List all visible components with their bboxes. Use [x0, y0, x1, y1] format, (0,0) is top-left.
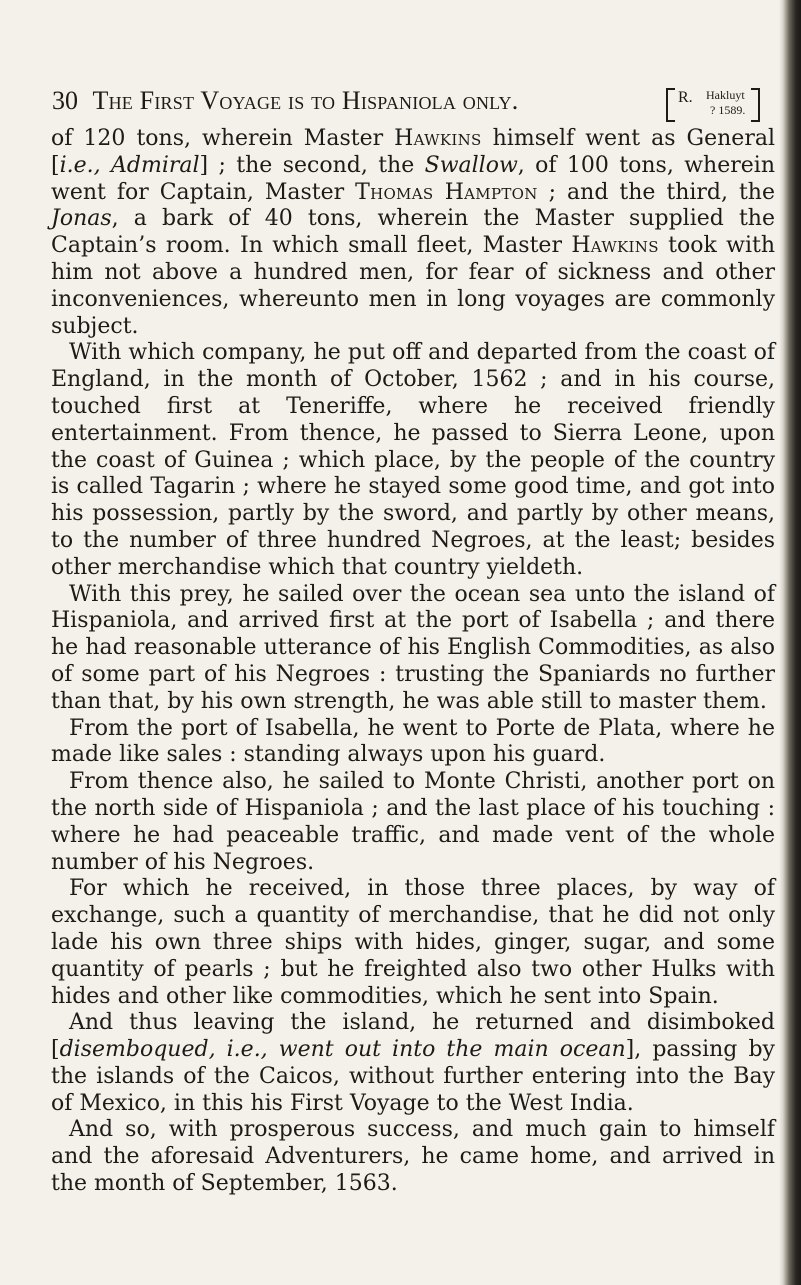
paragraph-4: From the port of Isabella, he went to Porte de Plata, where he made like sales : standing always upon his guard.	[51, 715, 775, 768]
source-year: 1589.	[718, 103, 746, 117]
name-hawkins-2: Hawkins	[571, 233, 659, 259]
paragraph-1-part-11: , a bark of 40 tons, wherein the Master supplied the Captain’s room. In which small fleet, Master	[51, 206, 775, 259]
page-body	[51, 126, 775, 1198]
source-middle: ?	[710, 103, 716, 117]
paragraph-1-part-1: of 120 tons, wherein Master	[51, 126, 395, 151]
paragraph-1	[51, 126, 775, 340]
paragraph-8: And so, with prosperous success, and much gain to himself and the aforesaid Adventurers, he came home, and arrived in the month of September, 1563.	[51, 1117, 775, 1197]
disemboqued-note: disemboqued, i.e., went out into the main ocean	[59, 1037, 626, 1063]
paragraph-1-part-3: himself went as General [	[51, 126, 776, 178]
paragraph-7-part-3: ], passing by the islands of the Caicos, without further entering into the Bay of Mexico, in this his First Voyage to the West India.	[51, 1037, 775, 1116]
ship-name-jonas: Jonas	[51, 206, 112, 232]
admiral-note: i.e., Admiral	[59, 152, 200, 178]
paragraph-7-part-1: And thus leaving the island, he returned and disimboked [	[51, 1010, 775, 1063]
paragraph-3: With this prey, he sailed over the ocean sea unto the island of Hispaniola, and arrived first at the port of Isabella ; and there he had reasonable utterance of his English Commodities, as also of some part of his Negroes : trusting the Spaniards no further than that, by his own strength, he was able still to master them.	[51, 581, 775, 714]
running-title: The First Voyage is to Hispaniola only.	[92, 86, 519, 115]
source-left: R.	[678, 89, 693, 106]
bracket-left	[666, 88, 675, 122]
paragraph-7	[51, 1010, 775, 1117]
paragraph-5: From thence also, he sailed to Monte Christi, another port on the north side of Hispaniola ; and the last place of his touching : where he had peaceable traffic, and made vent of the whole number of his Negroes.	[51, 769, 775, 875]
paragraph-1-part-9: ; and the third, the	[537, 179, 775, 205]
ship-name-swallow: Swallow	[424, 152, 518, 178]
source-bottom	[710, 104, 745, 116]
source-note	[666, 86, 760, 122]
paragraph-1-part-7: , of 100 tons, wherein went for Captain, Master	[51, 152, 775, 205]
paragraph-1-part-5: ] ; the second, the	[199, 152, 425, 178]
paragraph-1-part-13: took with him not above a hundred men, for fear of sickness and other inconveniences, whereunto men in long voyages are commonly subject.	[51, 233, 776, 339]
page-number: 30	[52, 86, 78, 115]
name-hawkins-1: Hawkins	[394, 126, 482, 151]
paragraph-6: For which he received, in those three places, by way of exchange, such a quantity of merchandise, that he did not only lade his own three ships with hides, ginger, sugar, and some quantity of pearls ; but he freighted also two other Hulks with hides and other like commodities, which he sent into Spain.	[51, 876, 775, 1009]
paragraph-2: With which company, he put off and departed from the coast of England, in the month of October, 1562 ; and in his course, touched first at Teneriffe, where he received friendly entertainment. From thence, he passed to Sierra Leone, upon the coast of Guinea ; which place, by the people of the country is called Tagarin ; where he stayed some good time, and got into his possession, partly by the sword, and partly by other means, to the number of three hundred Negroes, at the least; besides other merchandise which that country yieldeth.	[51, 340, 775, 580]
bracket-right	[751, 88, 760, 122]
name-thomas-hampton: Thomas Hampton	[355, 179, 538, 205]
running-header	[52, 86, 772, 126]
page-edge-shadow	[783, 0, 801, 1285]
source-top: Hakluyt	[706, 88, 745, 102]
